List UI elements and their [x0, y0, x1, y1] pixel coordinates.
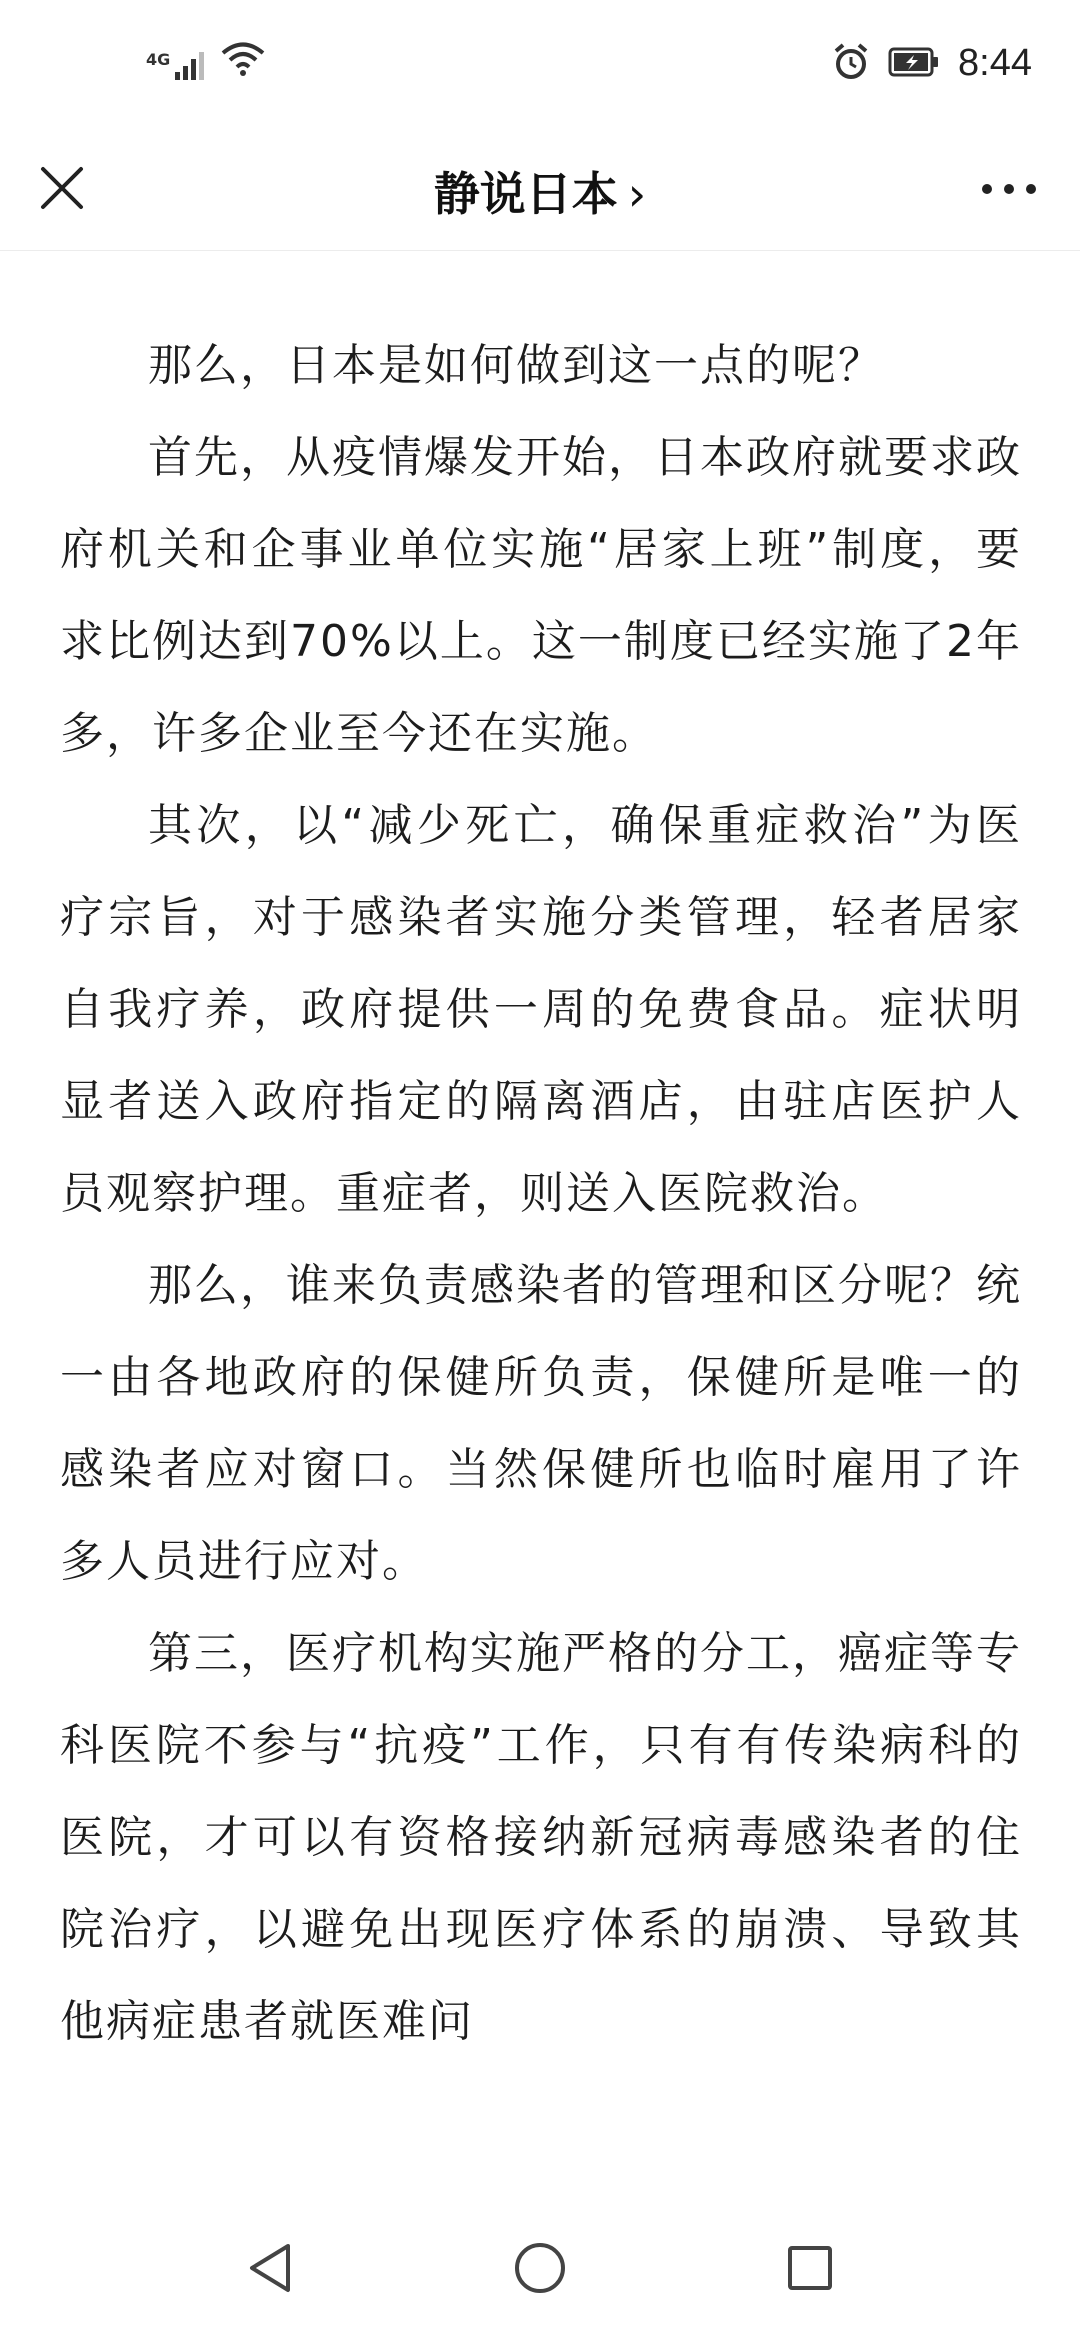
article-paragraph: 那么，谁来负责感染者的管理和区分呢？统一由各地政府的保健所负责，保健所是唯一的感染者应对窗口。当然保健所也临时雇用了许多人员进行应对。 — [60, 1260, 1022, 1587]
home-icon — [513, 2241, 567, 2299]
signal-icon — [146, 50, 209, 80]
article-paragraph: 首先，从疫情爆发开始，日本政府就要求政府机关和企事业单位实施“居家上班”制度，要求比例达到70%以上。这一制度已经实施了2年多，许多企业至今还在实施。 — [60, 432, 1022, 759]
status-left — [146, 42, 265, 80]
status-time: 8:44 — [958, 42, 1032, 84]
top-nav-bar — [0, 130, 1080, 251]
battery-icon — [888, 46, 940, 82]
wifi-icon — [221, 42, 265, 80]
home-button[interactable] — [505, 2235, 575, 2305]
article-paragraph: 第三，医疗机构实施严格的分工，癌症等专科医院不参与“抗疫”工作，只有有传染病科的医院，才可以有资格接纳新冠病毒感染者的住院治疗，以避免出现医疗体系的崩溃、导致其他病症患者就医难问 — [60, 1628, 1022, 2047]
more-button[interactable] — [974, 164, 1044, 214]
status-bar — [0, 0, 1080, 130]
back-icon — [246, 2242, 294, 2298]
account-name: 静说日本 — [433, 167, 618, 221]
article-body — [60, 320, 1022, 2210]
back-button[interactable] — [235, 2235, 305, 2305]
account-title-link[interactable] — [0, 158, 1080, 224]
more-icon — [981, 180, 1037, 199]
network-type: 4G — [146, 50, 171, 69]
system-nav-bar — [0, 2200, 1080, 2340]
recents-icon — [786, 2244, 834, 2296]
recents-button[interactable] — [775, 2235, 845, 2305]
article-paragraph: 那么，日本是如何做到这一点的呢？ — [148, 340, 884, 391]
status-right — [832, 42, 1032, 85]
article-paragraph: 其次，以“减少死亡，确保重症救治”为医疗宗旨，对于感染者实施分类管理，轻者居家自我疗养，政府提供一周的免费食品。症状明显者送入政府指定的隔离酒店，由驻店医护人员观察护理。重症者，则送入医院救治。 — [60, 800, 1022, 1219]
chevron-right-icon: › — [627, 167, 647, 221]
alarm-icon — [832, 43, 870, 85]
